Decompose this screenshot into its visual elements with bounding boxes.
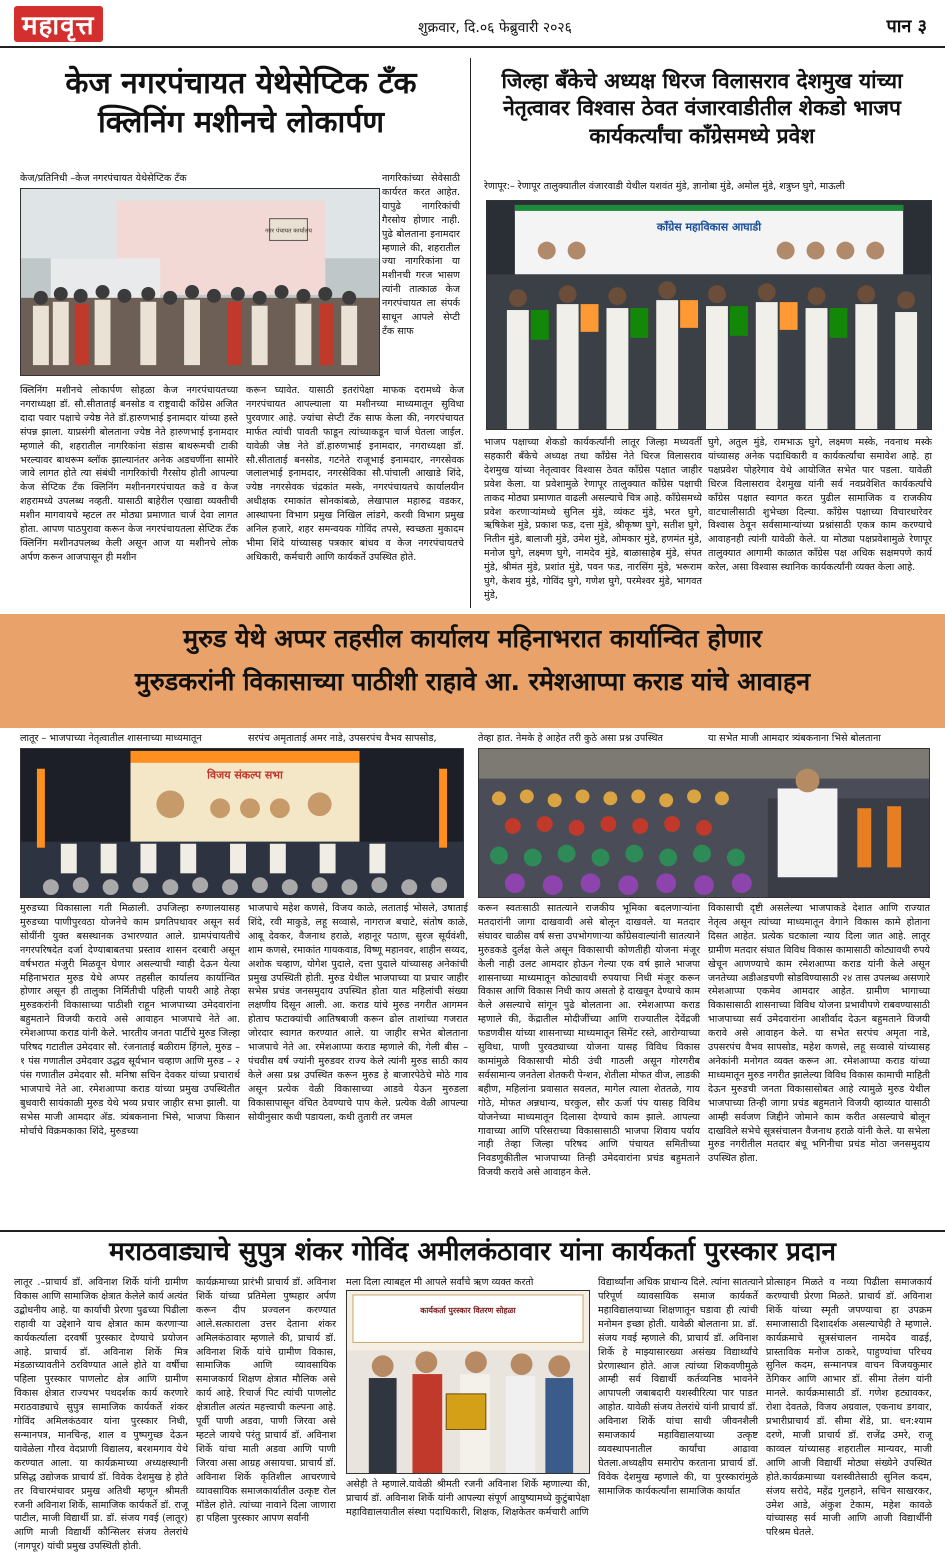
newspaper-logo: महावृत्त [14,6,103,42]
story-d-headline: मराठवाड्याचे सुपुत्र शंकर गोविंद अमीलकंठावार यांना कार्यकर्ता पुरस्कार प्रदान [109,1237,836,1267]
horizontal-divider [0,1230,945,1232]
masthead [0,0,945,48]
story-d-photo [346,1290,590,1474]
story-b-photo [486,200,932,430]
story-c-photo-stage [20,748,464,898]
story-d-col4-body: परिपूर्ण व्यावसायिक समाज कार्यकर्ते महाविद्यालयाच्या शिक्षणातून घडावा ही त्यांची मनोमन इच्छा होती. यावेळी बोलताना प्रा. डॉ. संजय गवई म्हणाले की, प्राचार्य डॉ. अविनाश शिर्के हे माझ्यासारख्या असंख्य विद्यार्थ्यांचे प्रेरणास्थान होते. आज त्यांच्या शिकवणीमुळे आम्ही सर्व विद्यार्थी कर्तव्यनिष्ठ भावनेने आपापली जबाबदारी यशस्वीरित्या पार पाडत आहोत. यावेळी संजय तेलरांधे यांनी प्राचार्य डॉ. अविनाश शिर्के यांचा साधी जीवनशैली समाजकार्य महाविद्यालयाच्या उत्कृष्ट व्यवस्थापनातील कार्यांचा आढावा घेतला.अध्यक्षीय समारोप करताना प्राचार्य डॉ. विवेक देशमुख म्हणाले की, या पुरस्कारांमुळे सामाजिक कार्यकर्त्यांना सामाजिक कार्यात [598,1291,758,1497]
story-d-col3-top: मला दिला त्याबद्दल मी आपले सर्वांचे ऋण व्यक्त करतो [346,1277,534,1288]
story-d-col1-body: लातूर .–प्राचार्य डॉ. अविनाश शिर्के यांनी ग्रामीण विकास आणि सामाजिक क्षेत्रात केलेले कार्य अत्यंत उद्बोधनीय आहे. या कार्याची प्रेरणा पुढच्या पिढीला राहावी या उद्देशाने याच क्षेत्रात काम करणाऱ्या कार्यकर्त्याला दरवर्षी पुरस्कार देण्याचे प्रयोजन आहे. प्राचार्य डॉ. अविनाश शिर्के मित्र मंडळाच्यावतीने ठरविण्यात आले होते या वर्षीचा पहिला पुरस्कार पाणलोट क्षेत्र आणि ग्रामीण विकास क्षेत्रात राज्यभर पथदर्शक कार्य करणारे मराठवाड्याचे सुपुत्र सामाजिक कार्यकर्ते शंकर गोविंद अमिलकंठवार यांना पुरस्कार निधी, सन्मानपत्र, मानचिन्ह, शाल व पुष्पगुच्छ देऊन यावेळेला गौरव वेदप्राणी विद्यालय, बरशमगाव येथे करण्यात आला. या कार्यक्रमाच्या अध्यक्षस्थानी प्रसिद्ध उद्योजक प्राचार्य डॉ. विवेक देशमुख हे होते तर विचारमंचावर प्रमुख अतिथी म्हणून श्रीमती रजनी अविनाश शिर्के, सामाजिक कार्यकर्ते डॉ. राजू पाटील, माजी विद्यार्थी प्रा. डॉ. संजय गवई (लातूर) आणि माजी विद्यार्थी कौन्सिलर संजय तेलरांधे (नागपूर) यांची प्रमुख उपस्थिती होती. [14,1277,188,1553]
story-a-col1-body: क्लिनिंग मशीनचे लोकार्पण सोहळा केज नगरपंचायतच्या नगराध्यक्षा डॉ. सौ.सीताताई बनसोड व राष्ट्रवादी काँग्रेस अजित दादा पवार पक्षाचे ज्येष्ठ नेते डॉ.हारुणभाई इनामदार यांच्या हस्ते संपन्न झाला. याप्रसंगी बोलताना ज्येष्ठ नेते हारुणभाई इनामदार म्हणाले की, शहरातील नागरिकांना संडास बाथरूमची टाकी भरल्यावर बाथरूम ब्लॉक झाल्यानंतर अनेक अडचणींना सामोरे जावे लागत होते त्या संबंधी नागरिकांची गैरसोय होती आपल्या केज सेप्टिक टँक क्लिनिंग मशीननगरपंचायत कडे व केज शहरामध्ये उपलब्ध नव्हती. यासाठी बाहेरील एखाद्या व्यक्तीची मशीन मागवायचे म्हटल तर मोठ्या प्रमाणात चार्ज देवा लागत होता. आपण पाठपुरावा करून केज नगरपंचायतला सेप्टिक टँक क्लिनिंग मशीनउपलब्ध केली असून आज या मशीनचे लोक अर्पण करून आजपासून ही मशीन [20,385,238,563]
story-b-top-line: रेणापूर:– रेणापूर तालुक्यातील वंजारवाडी येथील यशवंत मुंडे, ज्ञानोबा मुंडे, अमोल मुंडे, शत्रुघ्न घुगे, माऊली [484,181,845,192]
issue-date: शुक्रवार, दि.०६ फेब्रुवारी २०२६ [418,20,572,36]
vertical-divider [470,58,471,608]
story-d-col5-body: प्रोत्साहन मिळते व नव्या पिढीला समाजकार्य करण्याची प्रेरणा मिळते. प्राचार्य डॉ. अविनाश शिर्के यांच्या स्मृती जपण्याचा हा उपक्रम समाजासाठी दिशादर्शक असल्याचेही ते म्हणाले. कार्यक्रमाचे सूत्रसंचालन नामदेव वाढई, प्रास्ताविक मनोज ठाकरे, पाहुण्यांचा परिचय सुनिल कदम, सन्मानपत्र वाचन विजयकुमार ठेंगिकर आणि आभार डॉ. सीमा तेलंग यांनी मानले. कार्यक्रमासाठी डॉ. गणेश हट्यावकर, रोशा देवतळे, विजय अग्रवाल, एकनाथ डगवार, प्रभारीप्राचार्य डॉ. सीमा शेंडे, प्रा. धन:श्याम दरणे, माजी प्राचार्य डॉ. राजेंद्र उमरे, राजू काव्वल यांच्यासह शहरातील मान्यवर, माजी आणि आजी विद्यार्थी मोठ्या संख्येने उपस्थित होते.कार्यक्रमाच्या यशस्वीतेसाठी सुनिल कदम, संजय सरोदे, महेंद्र गुलहाने, सचिन साखरकर, उमेश आडे, अंकुश टेकाम, महेश कावळे यांच्यासह सर्व माजी आणि आजी विद्यार्थींनी परिश्रम घेतले. [766,1277,932,1539]
story-c-top-4: या सभेत माजी आमदार त्र्यंबकनाना भिसे बोलताना [708,733,881,744]
story-c-headline-line-2: मुरुडकरांनी विकासाच्या पाठीशी राहावे आ. रमेशआप्पा कराड यांचे आवाहन [134,666,811,696]
story-c-top-2: सरपंच अमृताताई अमर नाडे, उपसरपंच वैभव सापसोड, [248,733,437,744]
story-d-col3-body: असेही ते म्हणाले.यावेळी श्रीमती रजनी अविनाश शिर्के म्हणाल्या की, प्राचार्य डॉ. अविनाश शिर्के यांनी आपल्या संपूर्ण आयुष्यामध्ये कुटुंबापेक्षा महाविद्यालयातील संस्था पदाधिकारी, शिक्षक, शिक्षकेतर कर्मचारी आणि [346,1479,590,1518]
story-c-top-3: तेव्हा हात. नेमके हे आहेत तरी कुठे असा प्रश्न उपस्थित [478,733,663,744]
story-c-col2-body: भाजपाचे महेश कणसे, विजय काळे, लताताई भोसले, उषाताई शिंदे, रवी माकुडे, लहू सव्वासे, नागराज बचाटे, संतोष काळे, आबू देवकर, वैजनाथ हराळे, शहानूर पठाण, सुरज सूर्यवंशी, शाम कणसे, रमाकांत गायकवाड, विष्णू महानवर, शाहीन सय्यद, अशोक चव्हाण, योगेश पुदाले, दत्ता पुदाले यांच्यासह अनेकांची प्रमुख उपस्थिती होती. मुरुड येथील भाजपाच्या या प्रचार जाहीर सभेस प्रचंड जनसमुदाय उपस्थित होता यात महिलांची संख्या लक्षणीय दिसून आली. आ. कराड यांचे मुरुड नगरीत आगमन होताच फटाक्यांची आतिषबाजी करून ढोल ताशांच्या गजरात जोरदार स्वागत करण्यात आले. या जाहीर सभेत बोलताना भाजपाचे नेते आ. रमेशआप्पा कराड म्हणाले की, गेली बीस – पंचवीस वर्ष ज्यांनी मुरुडवर राज्य केले त्यांनी मुरुड साठी काय केले असा प्रश्न उपस्थित करून मुरुड हे बाजारपेठेचे मोठे गाव असून प्रत्येक वेळी विकासाच्या आडवे येऊन मुरुडला विकासापासून वंचित ठेवण्याचे पाप केले. प्रत्येक वेळी आपल्या सोयीनुसार कधी पडायला, कधी तुतारी तर जमल [248,903,468,1123]
story-a-col2-top: नागरिकांच्या सेवेसाठी कार्यरत करत आहेत. यापुढे नागरिकांची गैरसोय होणार नाही. पुढे बोलताना इनामदार म्हणाले की, शहरातील ज्या नागरिकांना या मशीनची गरज भासण त्यांनी तात्काळ केज नगरपंचायत ला संपर्क साधून आपले सेप्टी टँक साफ [382,173,460,337]
story-a-headline: केज नगरपंचायत येथेसेप्टिक टँक क्लिनिंग मशीनचे लोकार्पण [65,66,417,140]
story-d-col2-body: कार्यक्रमाच्या प्रारंभी प्राचार्य डॉ. अविनाश शिर्के यांच्या प्रतिमेला पुष्पहार अर्पण करून दीप प्रज्वलन करण्यात आले.सत्काराला उत्तर देताना शंकर अमिलकंठावार म्हणाले की, प्राचार्य डॉ. अविनाश शिर्के यांचे ग्रामीण विकास, सामाजिक आणि व्यावसायिक समाजकार्य शिक्षण क्षेत्रात मौलिक असे कार्य आहे. रिचार्ज पिट त्यांची पाणलोट क्षेत्रातील अत्यंत महत्त्वाची कल्पना आहे. पूर्वी पाणी अडवा, पाणी जिरवा असे म्हटले जायचे परंतु प्राचार्य डॉ. अविनाश शिर्के यांचा माती अडवा आणि पाणी जिरवा असा आग्रह असायचा. प्राचार्य डॉ. अविनाश शिर्के कृतिशील आचरणाचे व्यावसायिक समाजकार्यातील उत्कृष्ट रोल मॉडेल होते. त्यांच्या नावाने दिला जाणारा हा पहिला पुरस्कार आपण सर्वांनी [196,1277,336,1525]
story-b-headline: जिल्हा बँकेचे अध्यक्ष धिरज विलासराव देशमुख यांच्या नेतृत्वावर विश्वास ठेवत वंजारवाडीतील शेकडो भाजप कार्यकर्त्यांचा काँग्रेसमध्ये प्रवेश [501,69,903,148]
story-c-col3-body: करून स्वतःसाठी सातत्याने राजकीय भूमिका बदलणाऱ्यांना मतदारांनी जागा दाखवावी असे बोलून दाखवले. या मतदार संघावर चाळीस वर्ष सत्ता उपभोगणाऱ्या काँग्रेसवाल्यांनी सातत्याने मुरुडकडे दुर्लक्ष केले असून विकासाची कोणतीही योजना मंजूर केली नाही उलट आमदार होऊन गेल्या एक वर्ष झाले भाजपा शासनाच्या माध्यमातून कोट्यावधी रुपयाचा निधी मंजूर करून विकास आणि विकास निधी काय असतो हे दाखवून देण्याचे काम केले असल्याचे सांगून पुढे बोलताना आ. रमेशआप्पा कराड म्हणाले की, केंद्रातील मोदीजींच्या आणि राज्यातील देवेंद्रजी फडणवीस यांच्या शासनाच्या माध्यमातून सिमेंट रस्ते, आरोग्याच्या सुविधा, पाणी पुरवठ्याच्या योजना यासह विविध विकास कामांमुळे विकासाची मोठी उंची गाठली असून गोरगरीब सर्वसामान्य जनतेला शेतकरी पेन्शन, शेतीला मोफत वीज, लाडकी बहीण, महिलांना प्रवासात सवलत, मागेल त्याला शेततळे, गाय गोठे, मोफत अन्नधान्य, घरकुल, सौर ऊर्जा पंप यासह विविध योजनेच्या माध्यमातून दिलासा देण्याचे काम झाले. आपल्या गावाच्या आणि परिसराच्या विकासासाठी भाजपा शिवाय पर्याय नाही तेव्हा जिल्हा परिषद आणि पंचायत समितीच्या निवडणुकीतील भाजपाच्या तिन्ही उमेदवारांना प्रचंड बहुमताने विजयी करावे असे आवाहन केले. [478,903,700,1179]
story-d-col4-top: विद्यार्थ्यांना अधिक प्राधान्य दिले. त्यांना सातत्याने [598,1277,764,1288]
svg-text:विजय संकल्प सभा: विजय संकल्प सभा [207,768,283,782]
story-b-col1-body: भाजप पक्षाच्या शेकडो कार्यकर्त्यांनी लातूर जिल्हा मध्यवर्ती सहकारी बँकेचे अध्यक्ष तथा काँग्रेस नेते धिरज विलासराव देशमुख यांच्या नेतृत्वावर विश्वास ठेवत काँग्रेस पक्षात जाहीर प्रवेश केला. या प्रवेशामुळे रेणापूर तालुक्यात काँग्रेस पक्षाची ताकद मोठ्या प्रमाणात वाढली असल्याचे चित्र आहे. काँग्रेसमध्ये प्रवेश करणाऱ्यांमध्ये सुनिल मुंडे, व्यंकट मुंडे, भरत घुगे, ऋषिकेश मुंडे, प्रकाश फड, दत्ता मुंडे, श्रीकृष्ण घुगे, सतीश घुगे, नितीन मुंडे, बालाजी मुंडे, उमेश मुंडे, ओमकार मुंडे, हणमंत मुंडे, मनोज घुगे, लक्ष्मण घुगे, नामदेव मुंडे, बाळासाहेब मुंडे, संपत मुंडे, श्रीमंत मुंडे, प्रशांत मुंडे, पवन फड, नारसिंग मुंडे, भरूराम घुगे, केशव मुंडे, गोविंद घुगे, गणेश घुगे, परमेश्वर मुंडे, भागवत मुंडे, [484,437,702,601]
svg-text:कार्यकर्ता पुरस्कार वितरण सोहळ: कार्यकर्ता पुरस्कार वितरण सोहळा [420,1305,516,1315]
story-c-headline-line-1: मुरुड येथे अप्पर तहसील कार्यालय महिनाभरात कार्यान्वित होणार [183,624,762,653]
story-b-col2-body: घुगे, अतुल मुंडे, रामभाऊ घुगे, लक्ष्मण मस्के, नवनाथ मस्के यांच्यासह अनेक पदाधिकारी व कार्यकर्त्यांचा समावेश आहे. हा पक्षप्रवेश पोहरेगाव येथे आयोजित सभेत पार पडला. यावेळी धिरज विलासराव देशमुख यांनी सर्व नवप्रवेशित कार्यकर्त्यांचे काँग्रेस पक्षात स्वागत करत पुढील सामाजिक व राजकीय वाटचालीसाठी शुभेच्छा दिल्या. काँग्रेस पक्षाच्या विचारधारेवर विश्वास ठेवून सर्वसामान्यांच्या प्रश्नांसाठी एकत्र काम करण्याचे आवाहनही त्यांनी यावेळी केले. या मोठ्या पक्षप्रवेशामुळे रेणापूर तालुक्यात आगामी काळात काँग्रेस पक्ष अधिक सक्षमपणे कार्य करेल, असा विश्वास स्थानिक कार्यकर्त्यांनी व्यक्त केला आहे. [708,437,932,574]
story-c-photo-crowd [478,748,930,898]
story-c-col1-body: मुरुडच्या विकासाला गती मिळाली. उपजिल्हा रुग्णालयासह मुरुडच्या पाणीपुरवठा योजनेचे काम प्रगतिपथावर असून सर्व सोयींनी युक्त बसस्थानक उभारण्यात आले. ग्रामपंचायतीचे नगरपरिषदेत दर्जा देण्याबाबतचा प्रस्ताव शासन दरबारी असून वर्षभरात मंजुरी मिळवून घेणार असल्याची ग्वाही देऊन येत्या महिनाभरात मुरुड येथे अप्पर तहसील कार्यालय कार्यान्वित होणार असून ही तालुका निर्मितीची पहिली पायरी आहे तेव्हा मुरुडकरांनी विकासाच्या पाठीशी राहून भाजपाच्या उमेदवारांना बहुमताने विजयी करावे असे आवाहन भाजपाचे नेते आ. रमेशआप्पा कराड यांनी केले. भारतीय जनता पार्टीचे मुरुड जिल्हा परिषद गटातील उमेदवार सौ. रंजनाताई बळीराम हिंगले, मुरुड – १ पंस गणातील उमेदवार उद्धव सूर्यभान चव्हाण आणि मुरुड – २ पंस गणातील उमेदवार सौ. मनिषा सचिन देवकर यांच्या प्रचारार्थ भाजपाचे नेते आ. रमेशआप्पा कराड यांच्या प्रमुख उपस्थितीत बुधवारी सायंकाळी मुरुड येथे भव्य प्रचार जाहीर सभा झाली. या सभेस माजी आमदार ॲड. त्र्यंबकनाना भिसे, भाजपा किसान मोर्चाचे विक्रमकाका शिंदे, मुरुडच्या [20,903,240,1137]
story-c-headline [10,618,935,703]
page-number: पान ३ [886,16,927,37]
story-a-dateline: केज/प्रतिनिधी –केज नगरपंचायत येथेसेप्टिक टँक [20,173,187,184]
story-c-top-1: लातूर – भाजपाच्या नेतृत्वातील शासनाच्या माध्यमातून [20,733,202,744]
svg-text:नगर पंचायत कार्यालय: नगर पंचायत कार्यालय [264,227,313,235]
story-a-col2-body: करून घ्यावेत. यासाठी इतरांपेक्षा माफक दरामध्ये केज नगरपंचायत आपल्याला या मशीनच्या माध्यमातून सुविधा पुरवणार आहे. ज्यांचा सेप्टी टँक साफ केला की, नगरपंचायत मार्फत त्यांची पावती फाडून त्यांच्याकडून चार्ज घेतला जाईल. यावेळी जेष्ठ नेते डॉ.हारुणभाई इनामदार, नगराध्यक्षा डॉ. सौ.सीताताई बनसोड, गटनेते राजूभाई इनामदार, नगरसेवक जलालभाई इनामदार, नगरसेविका सौ.पांचाली आखाडे शिंदे, ज्येष्ठ नगरसेवक चंद्रकांत मस्के, नगरपंचायतचे कार्यालयीन अधीक्षक रमाकांत सोनकांबळे, लेखापाल महारुद्र वडकर, आस्थापना विभाग प्रमुख निखिल लांडगे, करवी विभाग प्रमुख अनिल हजारे, शहर समन्वयक गोविंद तपसे, स्वच्छता मुकादम भीमा शिंदे यांच्यासह पत्रकार बांधव व केज नगरपंचायतचे अधिकारी, कर्मचारी आणि कार्यकर्ते उपस्थित होते. [246,385,464,563]
svg-text:काँग्रेस महाविकास आघाडी: काँग्रेस महाविकास आघाडी [656,220,762,234]
story-c-col4-body: विकासाची दृष्टी असलेल्या भाजपाकडे देशात आणि राज्यात नेतृत्व असून त्यांच्या माध्यमातून वेगाने विकास कामे होताना दिसत आहेत. प्रत्येक घटकाला न्याय दिला जात आहे. लातूर ग्रामीण मतदार संघात विविध विकास कामासाठी कोट्यावधी रुपये खेचून आणण्याचे काम रमेशआप्पा कराड यांनी केले असून जनतेच्या अडीअडचणी सोडविण्यासाठी २४ तास उपलब्ध असणारे रमेशआप्पा एकमेव आमदार आहेत. ग्रामीण भागाच्या विकासासाठी शासनाच्या विविध योजना प्रभावीपणे राबवण्यासाठी भाजपाच्या सर्व उमेदवारांना आशीर्वाद देऊन बहुमताने विजयी करावे असे आवाहन केले. या सभेत सरपंच अमृता नाडे, उपसरपंच वैभव सापसोड, महेश कणसे, लहू सव्वासे यांच्यासह अनेकांनी मनोगत व्यक्त करून आ. रमेशआप्पा कराड यांच्या माध्यमातून मुरुड नगरीत झालेल्या विविध विकास कामाची माहिती देऊन मुरुडची जनता विकासासोबत आहे त्यामुळे मुरुड येथील भाजपाच्या तिन्ही जागा प्रचंड बहुमताने विजयी व्हाव्यात यासाठी आम्ही सर्वजण जिद्दीने जोमाने काम करीत असल्याचे बोलून दाखविले सभेचे सूत्रसंचालन वैजनाथ हराळे यांनी केले. या सभेला मुरुड नगरीतील मतदार बंधू भगिनीचा प्रचंड मोठा जनसमुदाय उपस्थित होता. [708,903,930,1165]
